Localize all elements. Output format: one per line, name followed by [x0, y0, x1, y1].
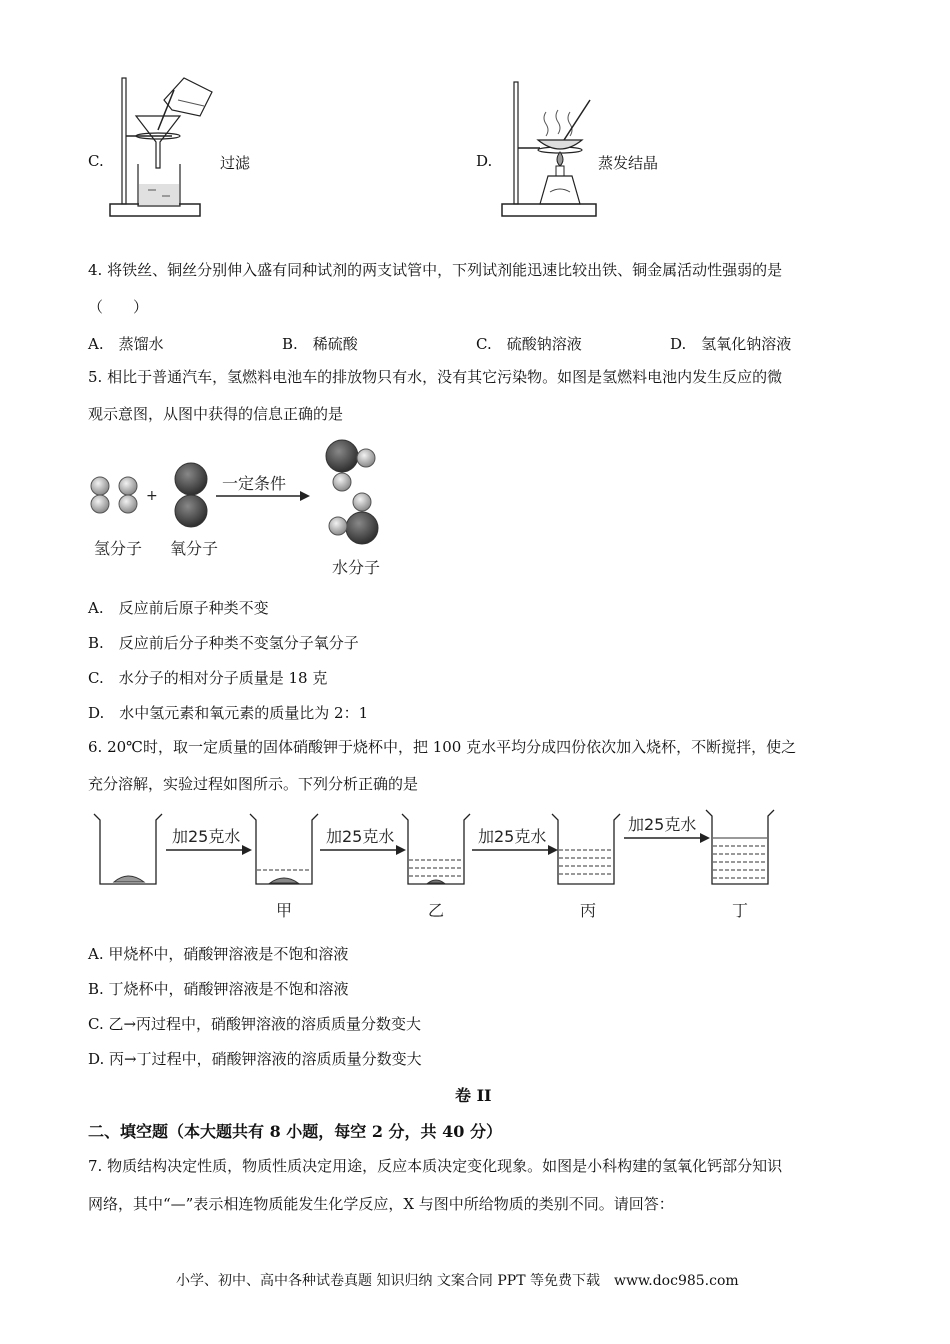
beaker-label: 乙	[428, 901, 445, 920]
beaker-label: 丁	[732, 901, 749, 920]
arrow-label: 加25克水	[478, 827, 547, 846]
page-footer: 小学、初中、高中各种试卷真题 知识归纳 文案合同 PPT 等免费下载 www.doc985.com	[176, 1273, 739, 1289]
beaker-yi	[402, 814, 470, 884]
beaker-ding	[706, 810, 774, 884]
beaker-bing	[552, 814, 620, 884]
option-d: D. 氢氧化钠溶液	[670, 335, 792, 353]
arrow-3	[472, 827, 558, 855]
option-c: C. 水分子的相对分子质量是 18 克	[88, 669, 328, 687]
evaporation-apparatus-figure	[500, 80, 604, 220]
question-stem: 4. 将铁丝、铜丝分别伸入盛有同种试剂的两支试管中，下列试剂能迅速比较出铁、铜金属活动性强弱的是	[88, 261, 783, 279]
question-stem-line2: 充分溶解，实验过程如图所示。下列分析正确的是	[88, 775, 419, 793]
arrow-label: 加25克水	[628, 815, 697, 834]
option-a: A. 甲烧杯中，硝酸钾溶液是不饱和溶液	[88, 945, 349, 963]
water-molecule-2	[329, 493, 378, 544]
answer-blank: （ ）	[88, 298, 149, 316]
hydrogen-molecule-2	[119, 477, 137, 513]
option-b: B. 丁烧杯中，硝酸钾溶液是不饱和溶液	[88, 980, 349, 998]
option-c: C. 乙→丙过程中，硝酸钾溶液的溶质质量分数变大	[88, 1015, 422, 1033]
filtration-apparatus-figure	[108, 72, 220, 222]
beaker-label: 丙	[580, 901, 597, 920]
arrow-1	[166, 827, 252, 855]
option-c: C. 硫酸钠溶液	[476, 335, 582, 353]
arrow-4	[624, 815, 710, 843]
arrow-label: 加25克水	[326, 827, 395, 846]
question-stem-line1: 5. 相比于普通汽车，氢燃料电池车的排放物只有水，没有其它污染物。如图是氢燃料电池内发生反应的微	[88, 368, 783, 386]
option-text: 蒸发结晶	[598, 154, 659, 172]
hydrogen-molecule-1	[91, 477, 109, 513]
question-stem-line2: 观示意图，从图中获得的信息正确的是	[88, 405, 344, 423]
plus-sign: +	[146, 488, 158, 504]
beaker-jia	[250, 814, 318, 884]
question-stem-line1: 7. 物质结构决定性质，物质性质决定用途，反应本质决定变化现象。如图是小科构建的氢氧化钙部分知识	[88, 1157, 783, 1175]
oxygen-label: 氧分子	[170, 539, 219, 558]
beaker-start	[94, 814, 162, 884]
hydrogen-label: 氢分子	[94, 539, 143, 558]
option-text: 过滤	[220, 154, 251, 172]
option-d: D. 水中氢元素和氧元素的质量比为 2：1	[88, 704, 369, 722]
option-letter: C.	[88, 152, 104, 170]
oxygen-molecule	[175, 463, 207, 527]
volume-title: 卷 II	[455, 1086, 492, 1105]
option-a: A. 反应前后原子种类不变	[88, 599, 269, 617]
question-stem-line1: 6. 20℃时，取一定质量的固体硝酸钾于烧杯中，把 100 克水平均分成四份依次加入烧杯，不断搅拌，使之	[88, 738, 797, 756]
water-molecule-1	[326, 440, 375, 491]
section-heading: 二、填空题（本大题共有 8 小题，每空 2 分，共 40 分）	[88, 1122, 502, 1141]
arrow-2	[320, 827, 406, 855]
water-label: 水分子	[332, 558, 381, 577]
beaker-label: 甲	[276, 901, 293, 920]
option-b: B. 反应前后分子种类不变氢分子氧分子	[88, 634, 359, 652]
option-b: B. 稀硫酸	[282, 335, 358, 353]
option-d: D. 丙→丁过程中，硝酸钾溶液的溶质质量分数变大	[88, 1050, 422, 1068]
beaker-sequence-figure	[86, 806, 786, 924]
arrow-label: 加25克水	[172, 827, 241, 846]
question-stem-line2: 网络，其中“—”表示相连物质能发生化学反应，X 与图中所给物质的类别不同。请回答：	[88, 1195, 674, 1213]
arrow-label: 一定条件	[222, 474, 287, 493]
option-letter: D.	[476, 152, 493, 170]
molecule-reaction-figure	[86, 436, 406, 586]
option-a: A. 蒸馏水	[88, 335, 164, 353]
